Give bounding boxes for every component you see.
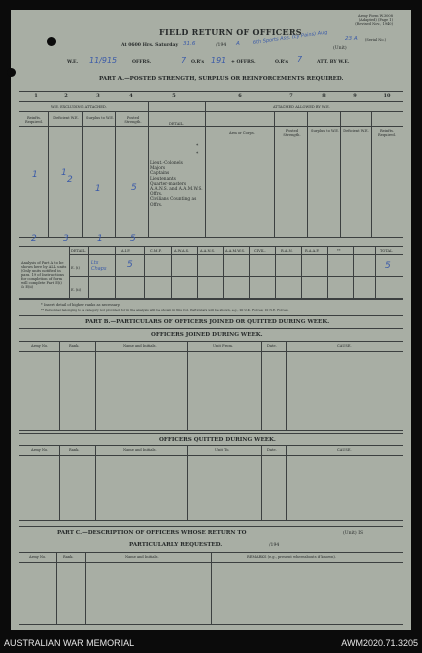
col-number-6: 6 xyxy=(238,93,242,99)
analysis-hw-detail: Lts Chaps xyxy=(91,260,107,272)
analysis-hw-total: 5 xyxy=(385,261,391,271)
part-c-year: /194 xyxy=(269,543,280,548)
part-c-title-a: PART C.—DESCRIPTION OF OFFICERS WHOSE RETURN TO xyxy=(57,530,247,536)
hw-posted-5: 5 xyxy=(131,183,137,193)
year-value: A xyxy=(236,41,240,47)
col-number-4: 4 xyxy=(129,93,133,99)
quitted-col-army-no: Army No. xyxy=(31,448,49,452)
analysis-col-aamws: A.A.M.W.S. xyxy=(225,249,245,253)
analysis-col-total: TOTAL xyxy=(380,249,393,253)
hw-deficient-1: 1 xyxy=(61,168,67,178)
punch-hole-top xyxy=(47,37,56,46)
analysis-col-awas: A.W.A.S. xyxy=(174,249,190,253)
analysis-col-other: ** xyxy=(337,249,341,253)
hw-surplus-1: 1 xyxy=(95,184,101,194)
part-c-col-remarks: REMARKS (e.g., present whereabouts if known). xyxy=(247,555,336,559)
note-higher-ranks: * Insert detail of higher ranks as necessary. xyxy=(41,303,121,307)
col-number-8: 8 xyxy=(322,93,326,99)
header-posted-right: Posted Strength. xyxy=(283,129,301,137)
offrs-label: OFFRS. xyxy=(132,60,152,65)
header-detail: DETAIL. xyxy=(169,122,185,126)
plus-offrs-label: + OFFRS. xyxy=(231,60,256,65)
col-number-10: 10 xyxy=(383,93,391,99)
header-deficient-left: Deficient W.E. xyxy=(53,116,79,120)
header-deficient-right: Deficient W.E. xyxy=(343,129,369,133)
quitted-col-cause: CAUSE. xyxy=(337,448,352,452)
col-number-9: 9 xyxy=(353,93,357,99)
quitted-col-date: Date. xyxy=(267,448,277,452)
year-prefix: /194 xyxy=(216,43,227,48)
analysis-row-e2: E. (ii) xyxy=(71,288,82,292)
we-excluding-attached-header: W.E. EXCLUDING ATTACHED. xyxy=(51,105,107,109)
quitted-title: OFFICERS QUITTED DURING WEEK. xyxy=(159,437,276,443)
we-label: W.E. xyxy=(67,60,79,65)
att-label: ATT. BY W.E. xyxy=(317,60,350,65)
footer-right: AWM2020.71.3205 xyxy=(341,638,418,648)
part-c-col-army-no: Army No. xyxy=(29,555,47,559)
field-return-form xyxy=(11,10,411,630)
date-value: 31.6 xyxy=(183,41,196,47)
total-reinfts: 2 xyxy=(31,234,37,244)
analysis-col-aif: A.I.F. xyxy=(121,249,131,253)
joined-col-unit-from: Unit From. xyxy=(213,344,234,348)
header-arm-or-corps: Arm or Corps. xyxy=(229,131,255,135)
serial-label: (Serial No.) xyxy=(365,38,387,42)
time-line: At 0600 Hrs. Saturday xyxy=(121,43,179,48)
header-reinfts-required-left: Reinfts. Required. xyxy=(25,116,43,124)
total-surplus: 1 xyxy=(97,234,103,244)
quitted-col-name: Name and Initials. xyxy=(123,448,157,452)
rank-list: Lieut.-Colonels Majors Captains Lieutenants Quarter-masters A.A.N.S. and A.A.M.W.S. Offrs. Civilians Counting as Offrs. xyxy=(150,161,203,208)
unit-label: (Unit) xyxy=(333,46,347,51)
header-surplus-left: Surplus to W.E. xyxy=(86,116,114,120)
analysis-instructions: Analysis of Part A to be shown here by ALL units (Only units notified in para. 19 of Instructions for completion of form will complete Part E(i) & E(ii) xyxy=(21,261,67,289)
joined-col-army-no: Army No. xyxy=(31,344,49,348)
part-c-col-name: Name and Initials. xyxy=(125,555,159,559)
footer-left: AUSTRALIAN WAR MEMORIAL xyxy=(4,638,135,648)
form-title: FIELD RETURN OF OFFICERS xyxy=(159,27,302,37)
hw-deficient-2: 2 xyxy=(67,175,73,185)
analysis-col-civil: CIVIL. xyxy=(254,249,266,253)
ors2-value: 7 xyxy=(297,55,303,64)
part-b-title: PART B.—PARTICULARS OF OFFICERS JOINED OR QUITTED DURING WEEK. xyxy=(85,319,330,325)
total-deficient: 3 xyxy=(63,234,69,244)
quitted-col-unit-to: Unit To. xyxy=(215,448,230,452)
header-reinfts-right: Reinfts. Required. xyxy=(378,129,396,137)
part-c-unit-label: (Unit) IS xyxy=(343,531,364,536)
joined-col-cause: CAUSE. xyxy=(337,344,352,348)
part-c-col-rank: Rank. xyxy=(63,555,74,559)
form-reference: Army Form W.3008 (Adapted) (Page 1) (Revised Nov., 1940) xyxy=(355,14,393,26)
offrs-value: 7 xyxy=(181,56,187,65)
joined-col-date: Date. xyxy=(267,344,277,348)
joined-title: OFFICERS JOINED DURING WEEK. xyxy=(151,332,263,338)
analysis-col-cmf: C.M.F. xyxy=(150,249,162,253)
analysis-hw-aif: 5 xyxy=(127,260,133,270)
asterisk-marks: * * xyxy=(196,144,199,157)
ors2-label: O.R's xyxy=(275,60,289,65)
col-number-1: 1 xyxy=(34,93,38,99)
part-a-title: PART A.—POSTED STRENGTH, SURPLUS OR REINFORCEMENTS REQUIRED. xyxy=(99,76,344,82)
joined-col-name: Name and Initials. xyxy=(123,344,157,348)
ors-label: O.R's xyxy=(191,60,205,65)
analysis-col-raaf: R.A.A.F. xyxy=(305,249,320,253)
unit-value: 6th Sports Ass. (cy Pains) Aug xyxy=(252,29,328,46)
quitted-col-rank: Rank. xyxy=(69,448,80,452)
analysis-col-detail: DETAIL. xyxy=(71,249,87,253)
serial-value: 23 A xyxy=(345,36,358,42)
joined-col-rank: Rank. xyxy=(69,344,80,348)
ors-value: 191 xyxy=(211,56,227,65)
col-number-7: 7 xyxy=(289,93,293,99)
part-c-title-b: PARTICULARLY REQUESTED. xyxy=(129,542,223,548)
col-number-3: 3 xyxy=(96,93,100,99)
analysis-col-ran: R.A.N. xyxy=(281,249,293,253)
note-other-personnel: ** Personnel belonging to a category not provided for in the analysis will be shown in this Col. Particulars will be shown, e.g., 20 U.K. Forces; 10 N.E. Forces. xyxy=(41,308,289,312)
punch-hole-side xyxy=(7,68,16,77)
analysis-row-e1: E. (i) xyxy=(71,266,80,270)
attached-allowed-header: ATTACHED ALLOWED BY W.E. xyxy=(273,105,330,109)
header-posted-left: Posted Strength. xyxy=(124,116,142,124)
header-surplus-right: Surplus to W.E. xyxy=(311,129,339,133)
hw-reinfts-1: 1 xyxy=(32,170,38,180)
analysis-col-aans: A.A.N.S. xyxy=(200,249,216,253)
col-number-5: 5 xyxy=(172,93,176,99)
we-value: 11/915 xyxy=(89,56,118,65)
total-posted: 5 xyxy=(130,234,136,244)
col-number-2: 2 xyxy=(64,93,68,99)
